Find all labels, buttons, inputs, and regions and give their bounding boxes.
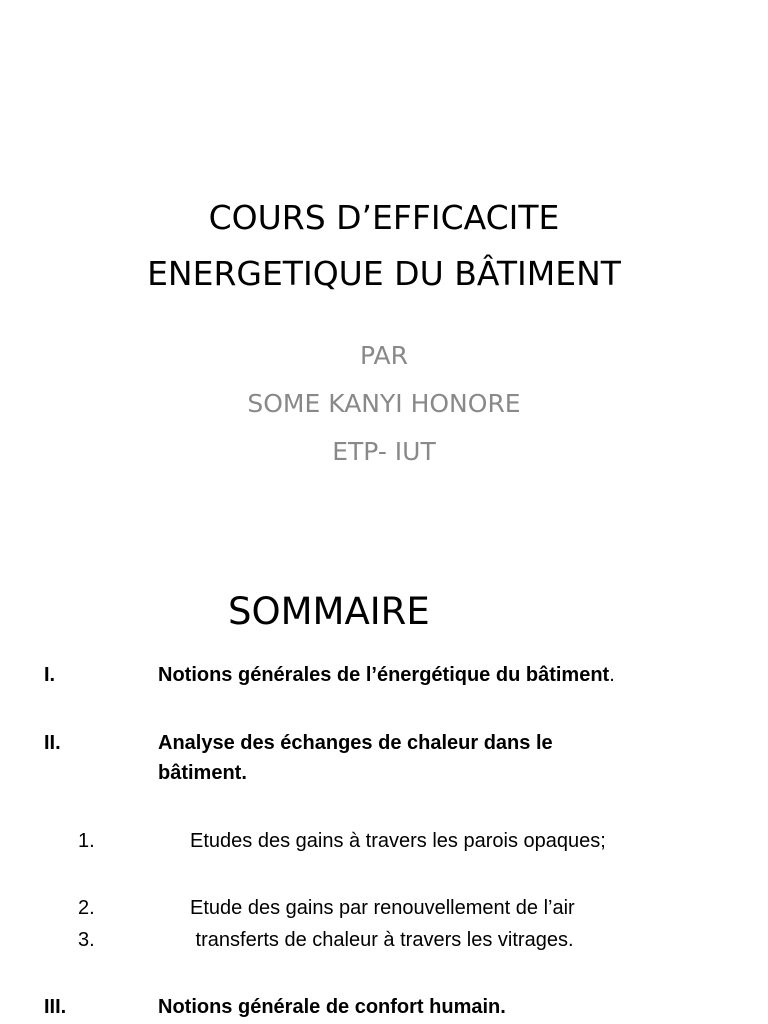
slide-title bbox=[0, 190, 768, 302]
subitem-2-text: Etude des gains par renouvellement de l’air bbox=[190, 897, 575, 919]
section-2-line-2: bâtiment. bbox=[158, 762, 247, 784]
section-1-period: . bbox=[609, 664, 615, 686]
subitem-1-text: Etudes des gains à travers les parois opaques; bbox=[190, 830, 606, 852]
title-line-1: COURS D’EFFICACITE bbox=[208, 198, 560, 237]
subitem-3-number: 3. bbox=[78, 929, 95, 951]
subitem-2-number: 2. bbox=[78, 897, 95, 919]
subtitle-author: SOME KANYI HONORE bbox=[247, 389, 521, 418]
section-1-text bbox=[158, 660, 615, 690]
section-2-line-1: Analyse des échanges de chaleur dans le bbox=[158, 732, 553, 754]
section-1-label: Notions générales de l’énergétique du bâtiment bbox=[158, 664, 610, 686]
summary-slide bbox=[0, 560, 768, 1024]
subtitle-par: PAR bbox=[360, 341, 408, 370]
subtitle-institution: ETP- IUT bbox=[332, 437, 436, 466]
subitem-1-number: 1. bbox=[78, 830, 95, 852]
title-line-2: ENERGETIQUE DU BÂTIMENT bbox=[147, 254, 621, 293]
section-1-numeral: I. bbox=[44, 664, 56, 686]
subitem-3-text: transferts de chaleur à travers les vitrages. bbox=[190, 929, 574, 951]
section-3-text: Notions générale de confort humain. bbox=[158, 996, 506, 1018]
slide-subtitle bbox=[0, 332, 768, 476]
section-3-numeral: III. bbox=[44, 996, 67, 1018]
sommaire-heading: SOMMAIRE bbox=[228, 590, 430, 633]
section-2-numeral: II. bbox=[44, 732, 61, 754]
